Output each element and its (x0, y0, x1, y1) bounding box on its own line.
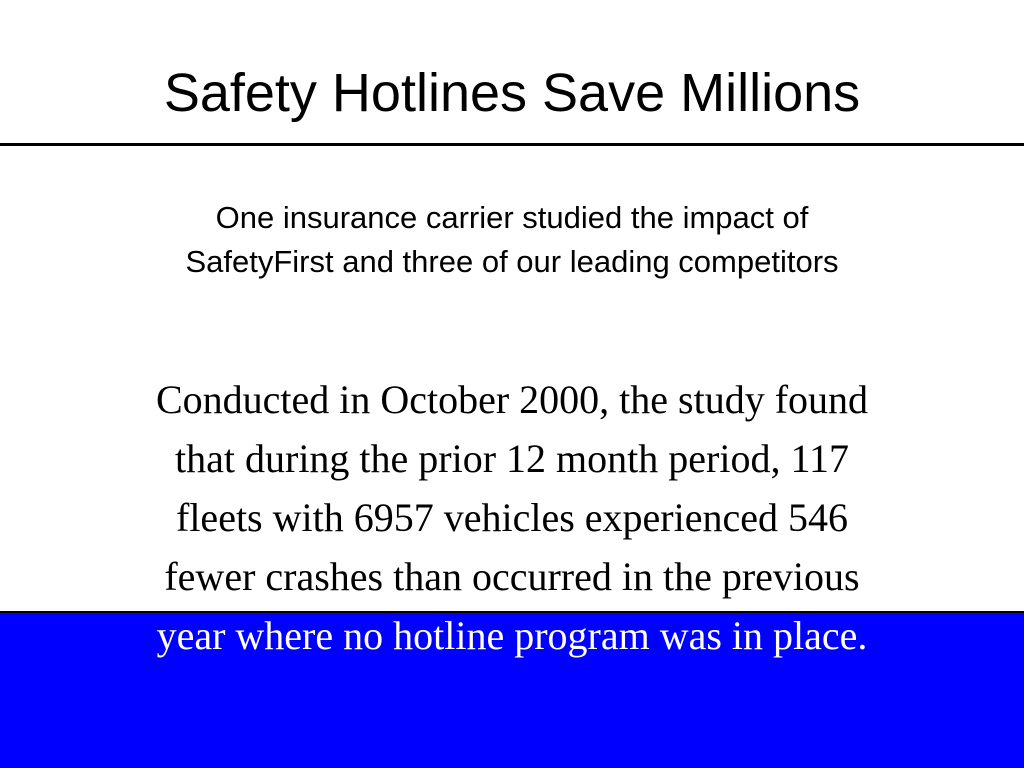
body-line: fewer crashes than occurred in the previous (164, 554, 860, 599)
title-divider (0, 143, 1024, 146)
subtitle-line: SafetyFirst and three of our leading competitors (185, 244, 839, 279)
study-findings-text (20, 370, 1004, 665)
slide-subtitle (40, 196, 984, 284)
body-line: fleets with 6957 vehicles experienced 546 (176, 495, 848, 540)
body-line: that during the prior 12 month period, 117 (175, 436, 849, 481)
body-line: year where no hotline program was in place. (156, 613, 868, 658)
slide-title: Safety Hotlines Save Millions (163, 63, 861, 123)
subtitle-line: One insurance carrier studied the impact of (215, 200, 809, 235)
body-line: Conducted in October 2000, the study found (155, 377, 869, 422)
